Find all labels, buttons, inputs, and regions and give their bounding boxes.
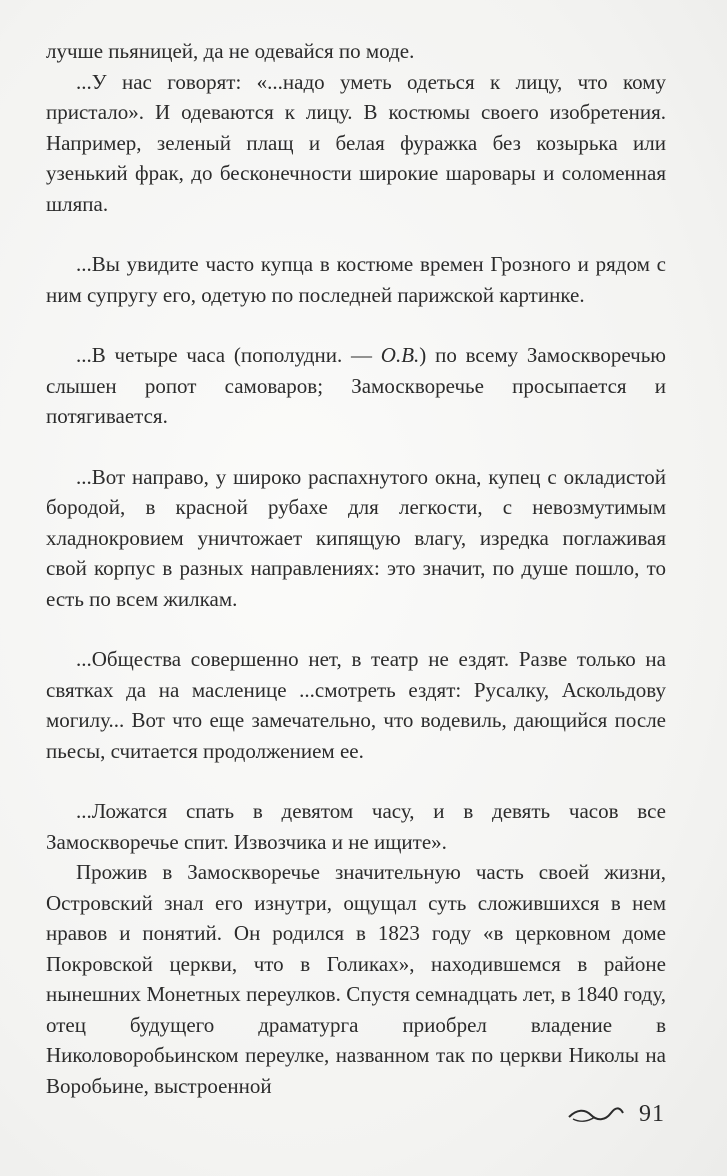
author-initials: О.В. (380, 343, 420, 367)
paragraph-quote-sleep: ...Ложатся спать в девятом часу, и в девять часов все Замоскворечье спит. Извозчика и не ищите». (46, 799, 666, 854)
swash-ornament-icon (567, 1105, 625, 1125)
page-body (46, 36, 666, 1101)
paragraph-quote-merchant: ...Вы увидите часто купца в костюме времен Грозного и рядом с ним супругу его, одетую по последней парижской картинке. (46, 252, 666, 307)
paragraph-continuation: лучше пьяницей, да не одевайся по моде. (46, 39, 415, 63)
page-footer (567, 1101, 665, 1128)
paragraph-quote-samovars (46, 340, 666, 432)
samovars-text-end: ) по всему Замоскворечью слышен ропот самоваров; Замоскворечье просыпается и потягивается. (46, 343, 666, 428)
paragraph-ostrovsky: Прожив в Замоскворечье значительную часть своей жизни, Островский знал его изнутри, ощущал суть сложившихся в нем нравов и понятий. Он родился в 1823 году «в церковном доме Покровской церкви, что в Голиках», находившемся в районе нынешних Монетных переулков. Спустя семнадцать лет, в 1840 году, отец будущего драматурга приобрел владение в Николоворобьинском переулке, названном так по церкви Николы на Воробьине, выстроенной (46, 860, 666, 1098)
paragraph-quote-theatre: ...Общества совершенно нет, в театр не ездят. Разве только на святках да на масленице ...смотреть ездят: Русалку, Аскольдову могилу... Вот что еще замечательно, что водевиль, дающийся после пьесы, считается продолжением ее. (46, 647, 666, 763)
page-number: 91 (639, 1101, 665, 1127)
paragraph-quote-window: ...Вот направо, у широко распахнутого окна, купец с окладистой бородой, в красной рубахе для легкости, с невозмутимым хладнокровием уничтожает кипящую влагу, изредка поглаживая свой корпус в разных направлениях: это значит, по душе пошло, то есть по всем жилкам. (46, 464, 666, 611)
samovars-text-start: ...В четыре часа (пополудни. — (76, 343, 381, 367)
paragraph-quote-costumes: ...У нас говорят: «...надо уметь одеться к лицу, что кому пристало». И одеваются к лицу. В костюмы своего изобретения. Например, зеленый плащ и белая фуражка без козырька или узенький фрак, до бесконечности широкие шаровары и соломенная шляпа. (46, 69, 666, 216)
